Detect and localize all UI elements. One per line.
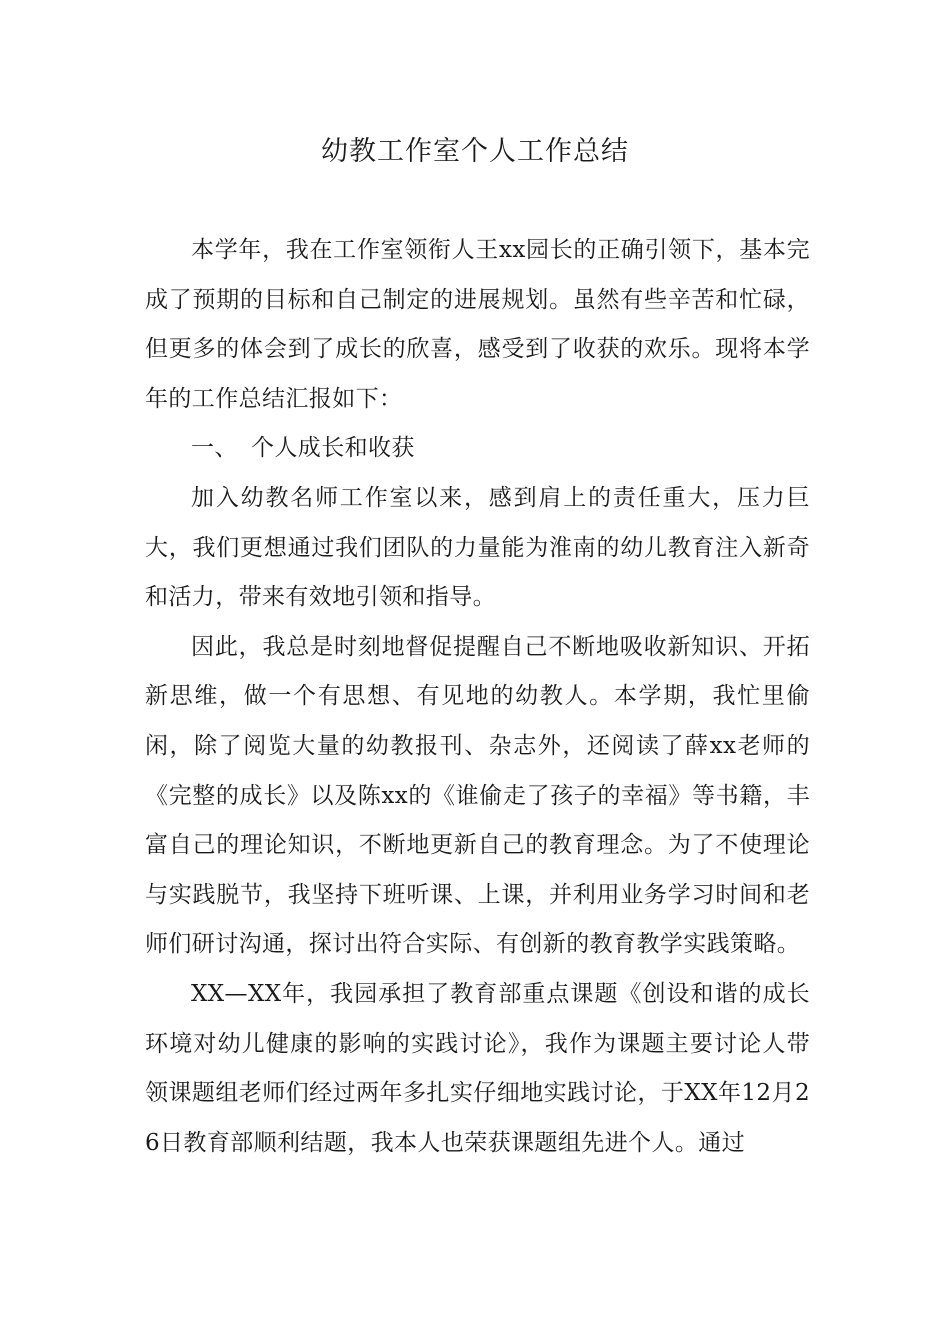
section-heading: [145, 424, 810, 474]
section-number: 一、: [191, 435, 238, 462]
section-title: 个人成长和收获: [251, 435, 415, 462]
body-paragraph-2: 因此，我总是时刻地督促提醒自己不断地吸收新知识、开拓新思维，做一个有思想、有见地的幼教人。本学期，我忙里偷闲，除了阅览大量的幼教报刊、杂志外，还阅读了薛xx老师的《完整的成长》以及陈xx的《谁偷走了孩子的幸福》等书籍，丰富自己的理论知识，不断地更新自己的教育理念。为了不使理论与实践脱节，我坚持下班听课、上课，并利用业务学习时间和老师们研讨沟通，探讨出符合实际、有创新的教育教学实践策略。: [145, 633, 810, 958]
intro-paragraph: 本学年，我在工作室领衔人王xx园长的正确引领下，基本完成了预期的目标和自己制定的进展规划。虽然有些辛苦和忙碌，但更多的体会到了成长的欣喜，感受到了收获的欢乐。现将本学年的工作总结汇报如下：: [145, 237, 810, 412]
body-paragraph-1: 加入幼教名师工作室以来，感到肩上的责任重大，压力巨大，我们更想通过我们团队的力量能为淮南的幼儿教育注入新奇和活力，带来有效地引领和指导。: [145, 484, 810, 611]
body-paragraph-3: XX—XX年，我园承担了教育部重点课题《创设和谐的成长环境对幼儿健康的影响的实践讨论》，我作为课题主要讨论人带领课题组老师们经过两年多扎实仔细地实践讨论，于XX年12月26日教育部顺利结题，我本人也荣获课题组先进个人。通过: [145, 980, 810, 1156]
document-title: 幼教工作室个人工作总结: [321, 136, 629, 167]
document-body: [145, 226, 810, 1168]
